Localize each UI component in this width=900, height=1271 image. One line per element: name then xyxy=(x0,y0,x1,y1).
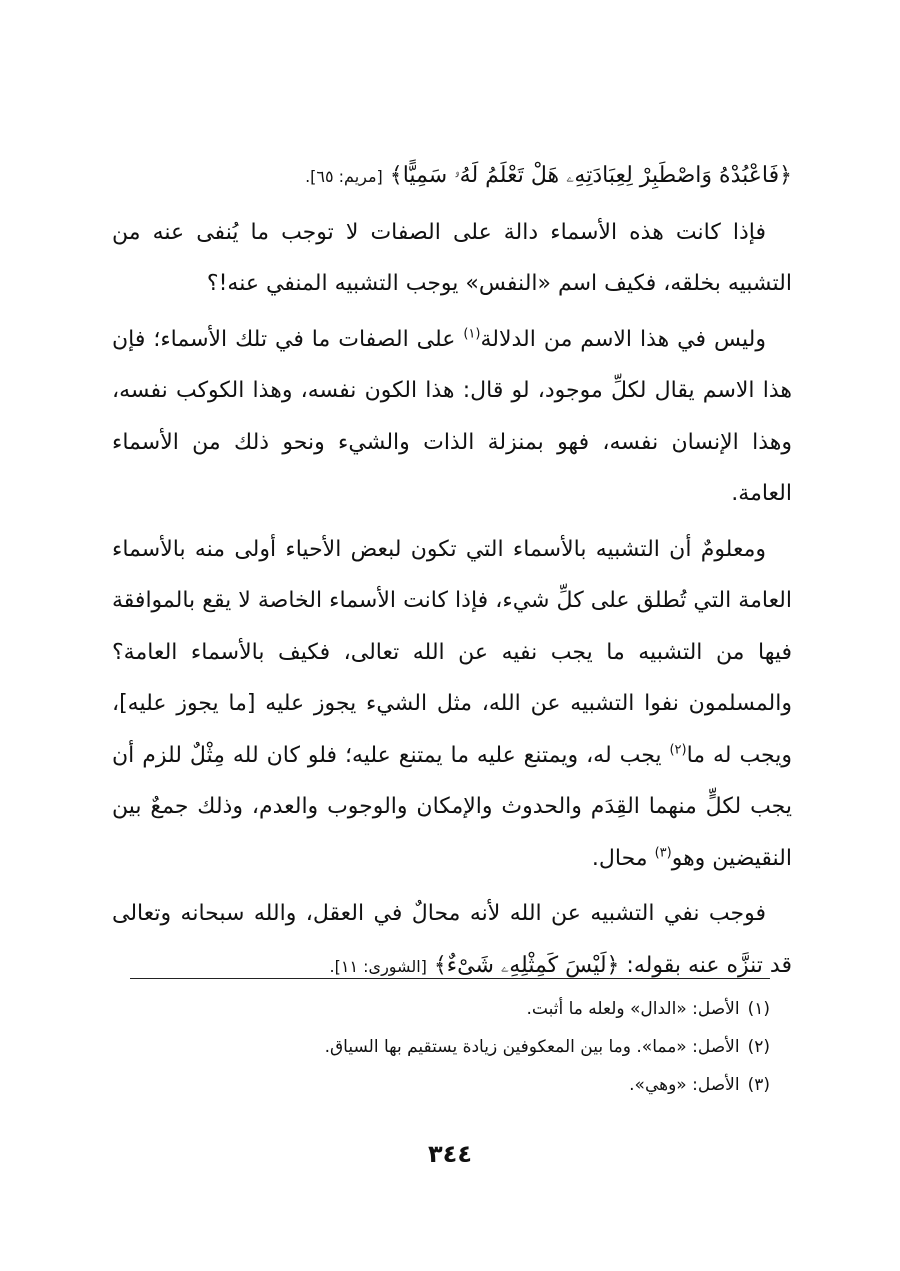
footnote-text: الأصل: «وهي». xyxy=(629,1075,740,1095)
verse-reference: [الشورى: ١١]. xyxy=(329,956,427,976)
footnote-marker-1[interactable]: (١) xyxy=(463,326,481,342)
paragraph-text: وليس في هذا الاسم من الدلالة xyxy=(480,326,766,352)
footnote-1 xyxy=(130,990,770,1028)
footnote-number: (١) xyxy=(747,999,770,1019)
paragraph-5 xyxy=(112,888,792,992)
footnote-text: الأصل: «مما». وما بين المعكوفين زيادة يستقيم بها السياق. xyxy=(324,1037,740,1057)
footnote-3 xyxy=(130,1066,770,1104)
paragraph-2 xyxy=(112,207,792,310)
paragraph-4 xyxy=(112,524,792,885)
paragraph-text: فإذا كانت هذه الأسماء دالة على الصفات لا توجب ما يُنفى عنه من التشبيه بخلقه، فكيف اسم «النفس» يوجب التشبيه المنفي عنه!؟ xyxy=(112,219,792,296)
paragraph-text: ومعلومٌ أن التشبيه بالأسماء التي تكون لبعض الأحياء أولى منه بالأسماء العامة التي تُطلق على كلِّ شيء، فإذا كانت الأسماء الخاصة لا يقع بالموافقة فيها من التشبيه ما يجب نفيه عن الله تعالى، فكيف بالأسماء العامة؟ والمسلمون نفوا التشبيه عن الله، مثل الشيء يجوز عليه [ما يجوز عليه]، ويجب له ما xyxy=(112,536,792,768)
footnote-2 xyxy=(130,1028,770,1066)
quran-open-bracket: ﴿ xyxy=(606,952,620,978)
quran-close-bracket: ﴾ xyxy=(433,952,447,978)
footnote-marker-3[interactable]: (٣) xyxy=(654,845,672,861)
paragraph-quran-verse xyxy=(112,150,792,203)
footnote-divider xyxy=(130,978,770,979)
main-text xyxy=(112,150,792,992)
quran-open-bracket: ﴿ xyxy=(779,163,792,188)
paragraph-text: محال. xyxy=(591,845,655,871)
quran-verse: لَيْسَ كَمِثْلِهِۦ شَىْءٌ xyxy=(446,952,607,978)
footnote-number: (٣) xyxy=(747,1075,770,1095)
page-number: ٣٤٤ xyxy=(428,1140,472,1168)
footnote-marker-2[interactable]: (٢) xyxy=(669,742,687,758)
paragraph-text: على الصفات ما في تلك الأسماء؛ فإن هذا الاسم يقال لكلِّ موجود، لو قال: هذا الكون نفسه، وهذا الكوكب نفسه، وهذا الإنسان نفسه، فهو بمنزلة الذات والشيء ونحو ذلك من الأسماء العامة. xyxy=(112,326,792,506)
paragraph-text: يجب له، ويمتنع عليه ما يمتنع عليه؛ فلو كان لله مِثْلٌ للزم أن يجب لكلٍّ منهما القِدَم والحدوث والإمكان والوجوب والعدم، وذلك جمعٌ بين النقيضين وهو xyxy=(112,742,792,871)
footnotes xyxy=(130,990,770,1104)
quran-close-bracket: ﴾ xyxy=(389,163,403,188)
verse-reference: [مريم: ٦٥]. xyxy=(305,167,383,186)
footnote-text: الأصل: «الدال» ولعله ما أثبت. xyxy=(526,999,740,1019)
paragraph-3 xyxy=(112,314,792,520)
quran-verse: فَاعْبُدْهُ وَاصْطَبِرْ لِعِبَادَتِهِۦ هَلْ تَعْلَمُ لَهُۥ سَمِيًّا xyxy=(402,163,780,188)
paragraph-text: فوجب نفي التشبيه عن الله لأنه محالٌ في العقل، والله سبحانه وتعالى قد تنزَّه عنه بقوله: xyxy=(112,901,792,978)
footnote-number: (٢) xyxy=(747,1037,770,1057)
